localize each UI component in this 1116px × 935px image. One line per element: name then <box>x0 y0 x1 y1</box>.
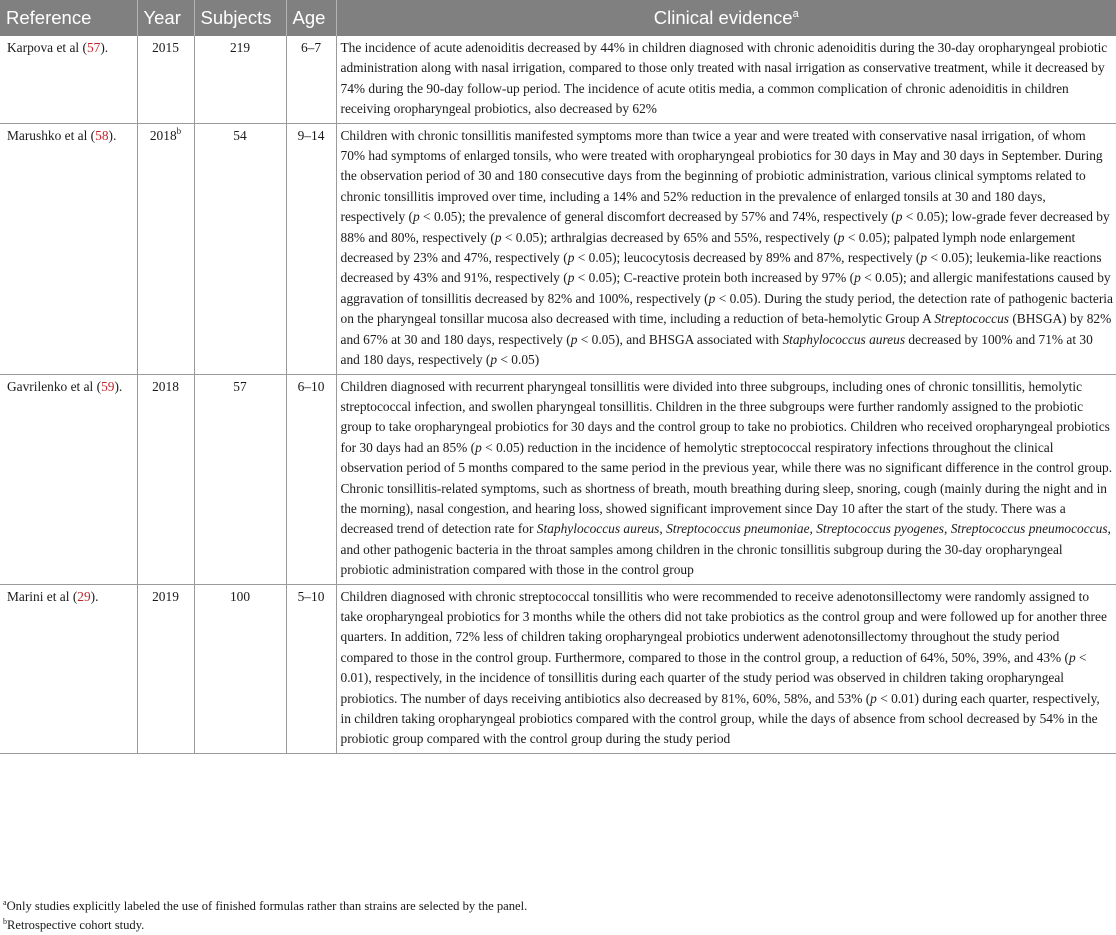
evidence-cell: The incidence of acute adenoiditis decreased by 44% in children diagnosed with chronic adenoiditis during the 30-day oropharyngeal probiotic administration along with nasal irrigation, compared to those only treated with nasal irrigation as conservative treatment, while it decreased by 74% during the 90-day follow-up period. The incidence of acute otitis media, a common complication of chronic adenoiditis in children receiving oropharyngeal probiotics, also decreased by 62% <box>336 36 1116 123</box>
footnote-a: $^a$Only studies explicitly labeled the use of finished formulas rather than strains are selected by the panel. <box>3 898 528 913</box>
table-row <box>0 36 1116 123</box>
year-cell: 2018 <box>137 374 194 584</box>
subjects-cell: 219 <box>194 36 286 123</box>
age-cell: 9–14 <box>286 123 336 374</box>
header-age: Age <box>286 0 336 36</box>
reference-link[interactable]: 57 <box>86 40 101 55</box>
evidence-cell: Children diagnosed with chronic streptococcal tonsillitis who were recommended to receive adenotonsillectomy were randomly assigned to take oropharyngeal probiotics for 3 months while the others did not take probiotics as the control group and were followed up for another three quarters. In addition, 72% less of children taking oropharyngeal probiotics underwent adenotonsillectomy throughout the study period compared to those in the control group. Furthermore, compared to those in the control group, a reduction of 64%, 50%, 39%, and 43% (p < 0.01), respectively, in the incidence of tonsillitis during each quarter of the study period was observed in children taking oropharyngeal probiotics. The number of days receiving antibiotics also decreased by 81%, 60%, 58%, and 53% (p < 0.01) during each quarter, respectively, in children taking oropharyngeal probiotics compared with the control group, while the days of absence from school decreased by 54% in the probiotic group compared with the control group during the study period <box>336 584 1116 753</box>
evidence-cell: Children diagnosed with recurrent pharyngeal tonsillitis were divided into three subgroups, including ones of chronic tonsillitis, hemolytic streptococcal infection, and swollen pharyngeal tonsillitis. Children in the three subgroups were further randomly assigned to the probiotic group to take oropharyngeal probiotics for 30 days and the control group to take no probiotics. Children who received oropharyngeal probiotics for 30 days had an 85% (p < 0.05) reduction in the incidence of hemolytic streptococcal respiratory infections throughout the clinical observation period of 5 months compared to the same period in the previous year, while there was no significant difference in the control group. Chronic tonsillitis-related symptoms, such as shortness of breath, mouth breathing during sleep, snoring, cough (mainly during the night and in the morning), nasal congestion, and hearing loss, showed significant improvement since Day 10 after the start of the study. There was a decreased trend of detection rate for Staphylococcus aureus, Streptococcus pneumoniae, Streptococcus pyogenes, Streptococcus pneumococcus, and other pathogenic bacteria in the throat samples among children in the chronic tonsillitis subgroup during the 30-day oropharyngeal probiotic administration compared with those in the control group <box>336 374 1116 584</box>
header-clinical-evidence: Clinical evidence$^a$ <box>336 0 1116 36</box>
reference-cell: Marushko et al (58). <box>0 123 137 374</box>
footnote-marker-b: b <box>176 125 182 136</box>
footnote-b: $^b$Retrospective cohort study. <box>3 917 145 932</box>
reference-cell: Karpova et al (57). <box>0 36 137 123</box>
reference-link[interactable]: 59 <box>101 378 115 394</box>
header-row <box>0 0 1116 36</box>
age-cell: 5–10 <box>286 584 336 753</box>
table-row <box>0 374 1116 584</box>
header-subjects: Subjects <box>194 0 286 36</box>
evidence-cell: Children with chronic tonsillitis manifested symptoms more than twice a year and were treated with conservative nasal irrigation, of whom 70% had symptoms of enlarged tonsils, who were treated with oropharyngeal probiotics for 30 days in May and 30 days in September. During the observation period of 30 and 180 consecutive days from the beginning of probiotic administration, various clinical symptoms related to chronic tonsillitis improved over time, including a 14% and 52% reduction in the prevalence of enlarged tonsils at 30 and 180 days, respectively (p < 0.05); the prevalence of general discomfort decreased by 57% and 74%, respectively (p < 0.05); low-grade fever decreased by 88% and 80%, respectively (p < 0.05); arthralgias decreased by 65% and 55%, respectively (p < 0.05); palpated lymph node enlargement decreased by 23% and 47%, respectively (p < 0.05); leucocytosis decreased by 89% and 87%, respectively (p < 0.05); leukemia-like reactions decreased by 43% and 91%, respectively (p < 0.05); C-reactive protein both increased by 97% (p < 0.05); and allergic manifestations caused by aggravation of tonsillitis decreased by 82% and 100%, respectively (p < 0.05). During the study period, the detection rate of pathogenic bacteria on the pharyngeal tonsillar mucosa also decreased with time, including a reduction of beta-hemolytic Group A Streptococcus (BHSGA) by 82% and 67% at 30 and 180 days, respectively (p < 0.05), and BHSGA associated with Staphylococcus aureus decreased by 100% and 71% at 30 and 180 days, respectively (p < 0.05) <box>336 123 1116 374</box>
table-row <box>0 584 1116 753</box>
reference-link[interactable]: 58 <box>95 127 109 143</box>
subjects-cell: 100 <box>194 584 286 753</box>
reference-cell: Gavrilenko et al (59). <box>0 374 137 584</box>
table-footnotes <box>3 897 1113 935</box>
year-cell: 2019 <box>137 584 194 753</box>
age-cell: 6–7 <box>286 36 336 123</box>
subjects-cell: 57 <box>194 374 286 584</box>
subjects-cell: 54 <box>194 123 286 374</box>
table-row <box>0 123 1116 374</box>
reference-cell: Marini et al (29). <box>0 584 137 753</box>
header-year: Year <box>137 0 194 36</box>
year-cell: 2015 <box>137 36 194 123</box>
header-reference: Reference <box>0 0 137 36</box>
age-cell: 6–10 <box>286 374 336 584</box>
footnote-marker-a: a <box>792 8 799 20</box>
reference-link[interactable]: 29 <box>77 588 91 604</box>
year-cell: 2018$^b$ <box>137 123 194 374</box>
